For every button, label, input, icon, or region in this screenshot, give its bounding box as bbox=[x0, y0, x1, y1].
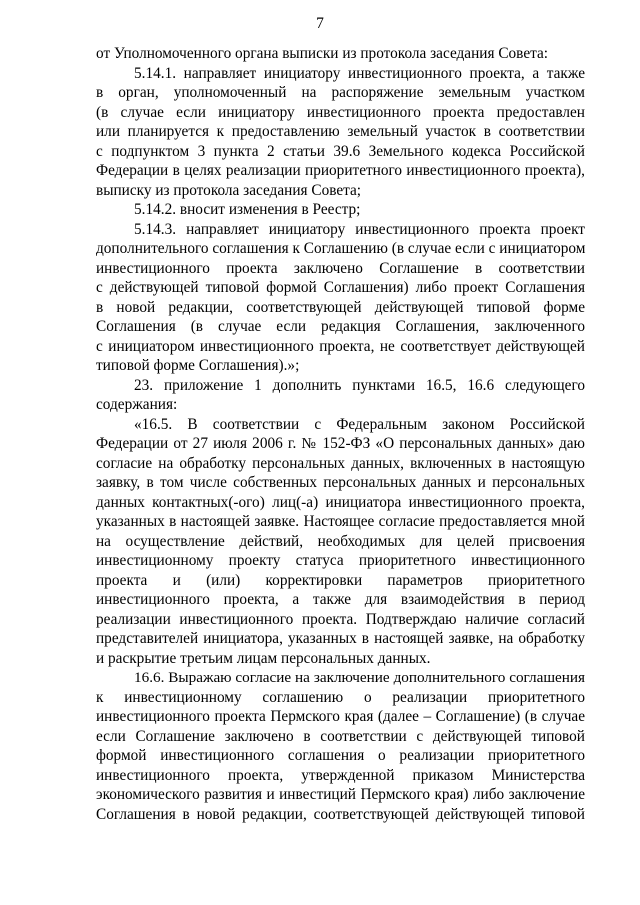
text-line: Федерации от 27 июля 2006 г. № 152-ФЗ «О персональных данных» даю bbox=[96, 435, 585, 452]
text-line: Федерации в целях реализации приоритетного инвестиционного проекта), bbox=[96, 162, 585, 179]
text-line: 5.14.1. направляет инициатору инвестиционного проекта, а также bbox=[134, 64, 585, 82]
text-line: инвестиционного проекта заключено Соглашение в соответствии bbox=[96, 259, 585, 277]
text-line: экономического развития и инвестиций Пермского края) либо заключение bbox=[96, 786, 585, 803]
text-line: инвестиционного проекта, а также для взаимодействия в период bbox=[96, 591, 585, 608]
text-line: реализации инвестиционного проекта. Подтверждаю наличие согласий bbox=[96, 610, 585, 628]
text-line: дополнительного соглашения к Соглашению (в случае если с инициатором bbox=[96, 240, 586, 257]
document-body bbox=[96, 44, 585, 824]
text-line: 23. приложение 1 дополнить пунктами 16.5, 16.6 следующего bbox=[134, 376, 585, 394]
text-line: или планируется к предоставлению земельный участок в соответствии bbox=[96, 123, 585, 140]
text-line: представителей инициатора, указанных в настоящей заявке, на обработку bbox=[96, 630, 585, 647]
text-line: с инициатором инвестиционного проекта, не соответствует действующей bbox=[96, 337, 585, 355]
text-line: типовой форме Соглашения).»; bbox=[96, 357, 300, 374]
text-line: Соглашения в новой редакции, соответствующей действующей типовой bbox=[96, 805, 585, 823]
text-line: на осуществление действий, необходимых для целей присвоения bbox=[96, 532, 585, 550]
text-line: в орган, уполномоченный на распоряжение земельным участком bbox=[96, 84, 585, 101]
text-line: 5.14.3. направляет инициатору инвестиционного проекта проект bbox=[134, 220, 585, 238]
text-line: с действующей типовой формой Соглашения) либо проект Соглашения bbox=[96, 279, 585, 296]
text-line: (в случае если инициатору инвестиционного проекта предоставлен bbox=[96, 103, 585, 121]
text-line: к инвестиционному соглашению о реализации приоритетного bbox=[96, 688, 585, 706]
text-line: в новой редакции, соответствующей действующей типовой форме bbox=[96, 298, 585, 316]
text-line: 16.6. Выражаю согласие на заключение дополнительного соглашения bbox=[134, 669, 585, 686]
text-line: выписку из протокола заседания Совета; bbox=[96, 181, 362, 199]
text-line: указанных в настоящей заявке. Настоящее согласие предоставляется мной bbox=[96, 513, 585, 530]
text-line: 5.14.2. вносит изменения в Реестр; bbox=[134, 201, 361, 218]
text-line: данных контактных(-ого) лиц(-а) инициатора инвестиционного проекта, bbox=[96, 493, 585, 511]
text-line: с подпунктом 3 пункта 2 статьи 39.6 Земельного кодекса Российской bbox=[96, 142, 585, 160]
text-line: инвестиционному проекту статуса приоритетного инвестиционного bbox=[96, 552, 585, 569]
text-line: содержания: bbox=[96, 396, 178, 413]
text-line: инвестиционного проекта Пермского края (далее – Соглашение) (в случае bbox=[96, 708, 585, 725]
text-line: и раскрытие третьим лицам персональных данных. bbox=[96, 649, 431, 667]
text-line: «16.5. В соответствии с Федеральным законом Российской bbox=[134, 415, 585, 433]
text-line: инвестиционного проекта, утвержденной приказом Министерства bbox=[96, 766, 585, 784]
text-line: формой инвестиционного соглашения о реализации приоритетного bbox=[96, 747, 585, 764]
text-line: проекта и (или) корректировки параметров приоритетного bbox=[96, 571, 585, 589]
text-line: если Соглашение заключено в соответствии с действующей типовой bbox=[96, 727, 585, 745]
text-line: согласие на обработку персональных данных, включенных в настоящую bbox=[96, 454, 585, 472]
text-line: заявку, в том числе собственных персональных данных и персональных bbox=[96, 474, 585, 491]
text-line: от Уполномоченного органа выписки из протокола заседания Совета: bbox=[96, 45, 549, 62]
page-number: 7 bbox=[316, 15, 324, 32]
text-line: Соглашения (в случае если редакция Соглашения, заключенного bbox=[96, 318, 585, 335]
